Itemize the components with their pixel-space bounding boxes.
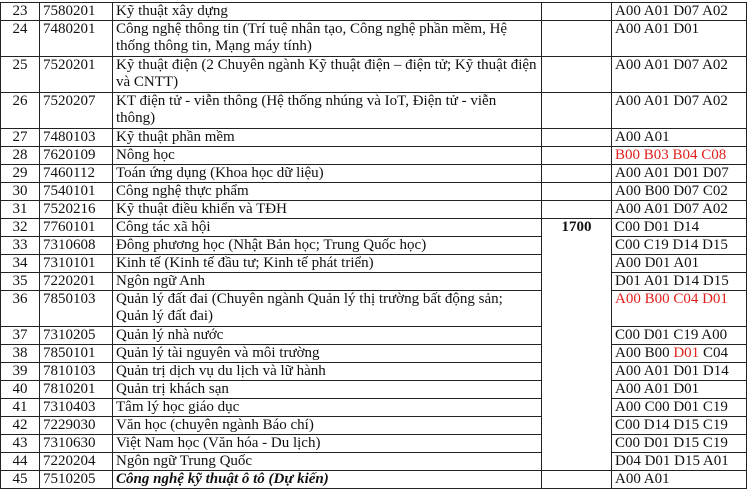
score-cell-empty	[542, 183, 612, 201]
subject-combinations: A00 C00 D01 C19	[612, 399, 747, 417]
row-number: 33	[1, 237, 40, 255]
table-row	[1, 363, 747, 381]
table-row	[1, 165, 747, 183]
combo-part: A00 B00	[615, 345, 674, 361]
program-name: Quản trị khách sạn	[113, 381, 542, 399]
row-number: 29	[1, 165, 40, 183]
program-code: 7520207	[40, 93, 113, 129]
row-number: 31	[1, 201, 40, 219]
program-code: 7310403	[40, 399, 113, 417]
program-code: 7480201	[40, 21, 113, 57]
subject-combinations: C00 D01 D14	[612, 219, 747, 237]
combo-part-highlight: D01	[673, 345, 700, 361]
subject-combinations: C00 D01 C19 A00	[612, 327, 747, 345]
subject-combinations: A00 A01 D01 D07	[612, 165, 747, 183]
program-code: 7220204	[40, 453, 113, 471]
program-name: Ngôn ngữ Anh	[113, 273, 542, 291]
program-code: 7540101	[40, 183, 113, 201]
table-row	[1, 255, 747, 273]
program-code: 7850101	[40, 345, 113, 363]
row-number: 23	[1, 3, 40, 21]
program-name: Kỹ thuật điện (2 Chuyên ngành Kỹ thuật điện – điện tử; Kỹ thuật điện và CNTT)	[113, 57, 542, 93]
program-name: Công nghệ thực phẩm	[113, 183, 542, 201]
score-cell-empty	[542, 21, 612, 57]
program-name: Kỹ thuật xây dựng	[113, 3, 542, 21]
program-name: Công nghệ kỹ thuật ô tô (Dự kiến)	[113, 471, 542, 489]
table-row	[1, 219, 747, 237]
row-number: 43	[1, 435, 40, 453]
table-row	[1, 291, 747, 327]
subject-combinations: D01 A01 D14 D15	[612, 273, 747, 291]
program-code: 7520216	[40, 201, 113, 219]
table-row	[1, 183, 747, 201]
program-code: 7460112	[40, 165, 113, 183]
program-code: 7580201	[40, 3, 113, 21]
subject-combinations: A00 B00 D07 C02	[612, 183, 747, 201]
program-code: 7310608	[40, 237, 113, 255]
program-code: 7310205	[40, 327, 113, 345]
table-row	[1, 273, 747, 291]
row-number: 34	[1, 255, 40, 273]
program-code: 7480103	[40, 129, 113, 147]
table-row	[1, 201, 747, 219]
program-code: 7520201	[40, 57, 113, 93]
table-row	[1, 381, 747, 399]
subject-combinations: A00 A01 D07 A02	[612, 3, 747, 21]
row-number: 44	[1, 453, 40, 471]
row-number: 37	[1, 327, 40, 345]
program-code: 7850103	[40, 291, 113, 327]
program-name: Nông học	[113, 147, 542, 165]
row-number: 25	[1, 57, 40, 93]
score-cell-empty	[542, 165, 612, 183]
score-cell-empty	[542, 57, 612, 93]
row-number: 36	[1, 291, 40, 327]
subject-combinations	[612, 345, 747, 363]
score-cell-empty	[542, 147, 612, 165]
row-number: 26	[1, 93, 40, 129]
score-cell-empty	[542, 93, 612, 129]
program-name: Công tác xã hội	[113, 219, 542, 237]
subject-combinations: A00 A01	[612, 471, 747, 489]
program-name: Ngôn ngữ Trung Quốc	[113, 453, 542, 471]
program-name: KT điện tử - viễn thông (Hệ thống nhúng và IoT, Điện tử - viễn thông)	[113, 93, 542, 129]
subject-combinations: C00 D01 D15 C19	[612, 435, 747, 453]
row-number: 45	[1, 471, 40, 489]
table-row	[1, 399, 747, 417]
program-code: 7760101	[40, 219, 113, 237]
row-number: 35	[1, 273, 40, 291]
program-code: 7220201	[40, 273, 113, 291]
subject-combinations: B00 B03 B04 C08	[612, 147, 747, 165]
table-row	[1, 3, 747, 21]
subject-combinations: A00 A01 D01 D14	[612, 363, 747, 381]
table-row	[1, 237, 747, 255]
table-row	[1, 57, 747, 93]
program-code: 7310101	[40, 255, 113, 273]
program-name: Đông phương học (Nhật Bản học; Trung Quốc học)	[113, 237, 542, 255]
program-code: 7810103	[40, 363, 113, 381]
program-name: Tâm lý học giáo dục	[113, 399, 542, 417]
row-number: 24	[1, 21, 40, 57]
subject-combinations: C00 C19 D14 D15	[612, 237, 747, 255]
program-name: Kỹ thuật điều khiển và TĐH	[113, 201, 542, 219]
row-number: 27	[1, 129, 40, 147]
table-row	[1, 453, 747, 471]
table-row	[1, 93, 747, 129]
row-number: 41	[1, 399, 40, 417]
table-row	[1, 327, 747, 345]
subject-combinations: A00 A01 D01	[612, 381, 747, 399]
row-number: 40	[1, 381, 40, 399]
table-row	[1, 21, 747, 57]
program-name: Quản trị dịch vụ du lịch và lữ hành	[113, 363, 542, 381]
program-code: 7229030	[40, 417, 113, 435]
program-name: Quản lý đất đai (Chuyên ngành Quản lý thị trường bất động sản; Quản lý đất đai)	[113, 291, 542, 327]
program-code: 7810201	[40, 381, 113, 399]
subject-combinations: A00 A01 D07 A02	[612, 93, 747, 129]
subject-combinations: D04 D01 D15 A01	[612, 453, 747, 471]
table-row	[1, 435, 747, 453]
program-name: Quản lý tài nguyên và môi trường	[113, 345, 542, 363]
subject-combinations: A00 A01 D01	[612, 21, 747, 57]
program-code: 7310630	[40, 435, 113, 453]
program-name: Kỹ thuật phần mềm	[113, 129, 542, 147]
program-name: Văn học (chuyên ngành Báo chí)	[113, 417, 542, 435]
subject-combinations: A00 A01	[612, 129, 747, 147]
subject-combinations: C00 D14 D15 C19	[612, 417, 747, 435]
row-number: 30	[1, 183, 40, 201]
table-row	[1, 471, 747, 489]
row-number: 32	[1, 219, 40, 237]
table-row	[1, 147, 747, 165]
program-name: Công nghệ thông tin (Trí tuệ nhân tạo, Công nghệ phần mềm, Hệ thống thông tin, Mạng máy tính)	[113, 21, 542, 57]
score-cell-empty	[542, 3, 612, 21]
score-cell-empty	[542, 471, 612, 489]
program-name: Toán ứng dụng (Khoa học dữ liệu)	[113, 165, 542, 183]
score-cell-empty	[542, 129, 612, 147]
program-name: Kinh tế (Kinh tế đầu tư; Kinh tế phát triển)	[113, 255, 542, 273]
row-number: 28	[1, 147, 40, 165]
score-cell-empty	[542, 201, 612, 219]
subject-combinations: A00 A01 D07 A02	[612, 201, 747, 219]
admissions-table	[0, 2, 747, 489]
table-row	[1, 417, 747, 435]
subject-combinations: A00 A01 D07 A02	[612, 57, 747, 93]
row-number: 39	[1, 363, 40, 381]
program-name: Quản lý nhà nước	[113, 327, 542, 345]
minimum-score: 1700	[542, 219, 612, 471]
subject-combinations: A00 D01 A01	[612, 255, 747, 273]
program-code: 7620109	[40, 147, 113, 165]
row-number: 42	[1, 417, 40, 435]
table-row	[1, 129, 747, 147]
combo-part: C04	[699, 345, 728, 361]
subject-combinations: A00 B00 C04 D01	[612, 291, 747, 327]
program-name: Việt Nam học (Văn hóa - Du lịch)	[113, 435, 542, 453]
program-code: 7510205	[40, 471, 113, 489]
table-row	[1, 345, 747, 363]
row-number: 38	[1, 345, 40, 363]
